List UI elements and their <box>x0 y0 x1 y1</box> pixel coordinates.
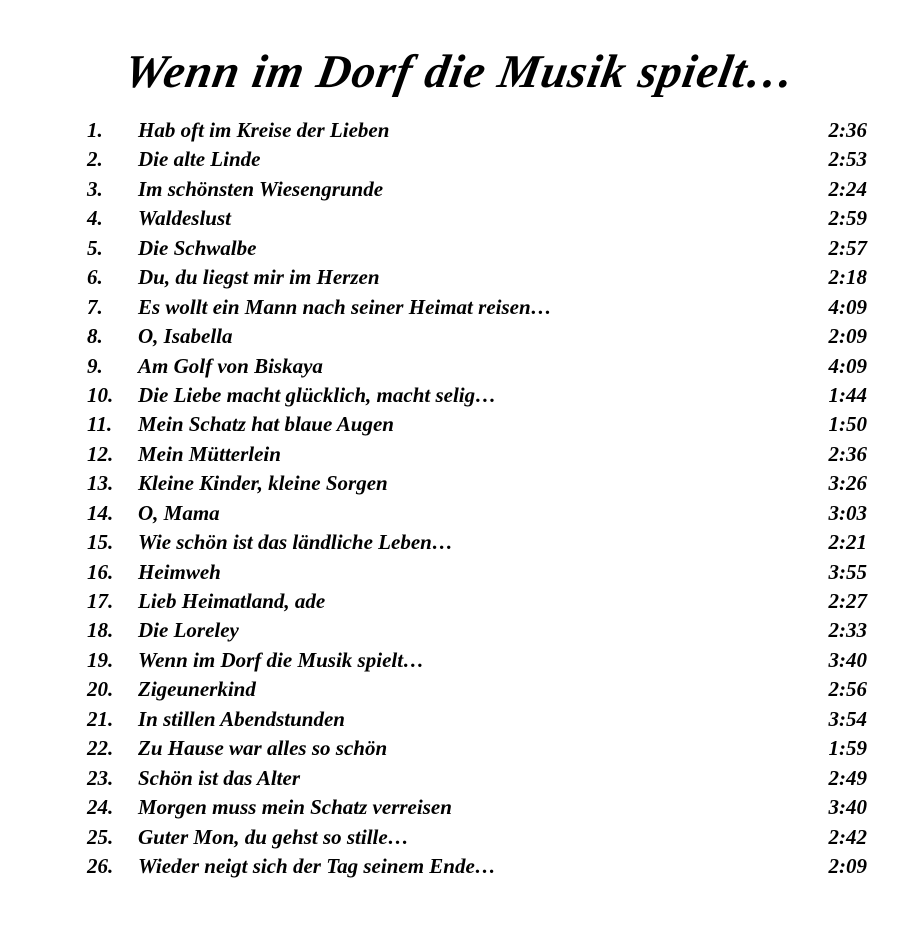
track-row <box>0 204 920 233</box>
track-row <box>0 675 920 704</box>
track-number: 7. <box>87 294 103 319</box>
track-number: 13. <box>87 471 114 496</box>
track-duration: 2:33 <box>828 618 867 643</box>
track-duration: 2:21 <box>828 530 867 555</box>
track-title: Die Liebe macht glücklich, macht selig… <box>138 382 497 407</box>
track-row <box>0 852 920 881</box>
track-row <box>0 734 920 763</box>
track-duration: 3:55 <box>828 559 867 584</box>
track-duration: 2:09 <box>828 324 867 349</box>
track-title: Im schönsten Wiesengrunde <box>138 176 384 201</box>
track-duration: 2:53 <box>828 147 867 172</box>
track-row <box>0 234 920 263</box>
track-number: 17. <box>87 589 114 613</box>
track-duration: 2:59 <box>828 206 867 231</box>
track-row <box>0 293 920 322</box>
track-duration: 3:03 <box>828 500 867 525</box>
track-title: Zigeunerkind <box>138 677 256 702</box>
track-duration: 2:56 <box>828 677 867 702</box>
track-row <box>0 616 920 645</box>
track-number: 6. <box>87 265 103 290</box>
track-list <box>0 116 920 881</box>
track-number: 10. <box>87 382 114 407</box>
track-duration: 2:36 <box>828 118 867 142</box>
track-row <box>0 440 920 469</box>
track-duration: 2:42 <box>828 824 867 849</box>
track-title: Es wollt ein Mann nach seiner Heimat reisen… <box>138 294 552 319</box>
track-title: O, Mama <box>138 500 220 525</box>
track-duration: 4:09 <box>828 353 867 378</box>
track-number: 12. <box>87 441 114 466</box>
track-number: 25. <box>87 824 114 849</box>
track-title: In stillen Abendstunden <box>138 706 345 731</box>
track-number: 22. <box>87 736 114 761</box>
track-number: 1. <box>87 118 103 142</box>
track-duration: 2:36 <box>828 441 867 466</box>
track-duration: 3:40 <box>828 795 867 820</box>
track-duration: 2:09 <box>828 853 867 878</box>
track-number: 8. <box>87 324 103 349</box>
track-title: Schön ist das Alter <box>138 765 301 790</box>
track-number: 18. <box>87 618 114 643</box>
track-number: 20. <box>87 677 114 702</box>
track-number: 16. <box>87 559 114 584</box>
track-number: 5. <box>87 235 103 260</box>
track-row <box>0 587 920 616</box>
track-duration: 1:50 <box>828 412 867 437</box>
track-title: Die alte Linde <box>138 147 261 172</box>
track-duration: 2:24 <box>828 176 867 201</box>
track-duration: 1:59 <box>828 736 867 761</box>
track-row <box>0 352 920 381</box>
track-row <box>0 705 920 734</box>
track-row <box>0 793 920 822</box>
track-row <box>0 145 920 174</box>
track-title: Wenn im Dorf die Musik spielt… <box>138 647 425 672</box>
track-duration: 1:44 <box>828 382 867 407</box>
track-row <box>0 499 920 528</box>
track-duration: 4:09 <box>828 294 867 319</box>
track-title: Mein Mütterlein <box>138 441 281 466</box>
track-number: 19. <box>87 647 114 672</box>
track-title: Die Schwalbe <box>138 235 257 260</box>
track-duration: 3:40 <box>828 647 867 672</box>
track-row <box>0 410 920 439</box>
track-row <box>0 823 920 852</box>
track-number: 15. <box>87 530 114 555</box>
track-number: 14. <box>87 500 114 525</box>
track-duration: 2:27 <box>828 589 867 613</box>
track-number: 26. <box>87 853 114 878</box>
track-title: Mein Schatz hat blaue Augen <box>138 412 394 437</box>
track-duration: 2:18 <box>828 265 867 290</box>
track-row <box>0 175 920 204</box>
track-number: 21. <box>87 706 114 731</box>
track-number: 11. <box>87 412 113 437</box>
track-title: Am Golf von Biskaya <box>138 353 323 378</box>
track-duration: 2:57 <box>828 235 867 260</box>
track-title: Waldeslust <box>138 206 231 231</box>
track-title: Lieb Heimatland, ade <box>138 589 326 613</box>
track-row <box>0 558 920 587</box>
track-row <box>0 116 920 145</box>
track-title: Wie schön ist das ländliche Leben… <box>138 530 453 555</box>
track-title: Zu Hause war alles so schön <box>138 736 388 761</box>
track-row <box>0 764 920 793</box>
track-title: Heimweh <box>138 559 221 584</box>
track-title: Kleine Kinder, kleine Sorgen <box>138 471 388 496</box>
track-number: 23. <box>87 765 114 790</box>
track-number: 2. <box>87 147 103 172</box>
track-row <box>0 322 920 351</box>
track-duration: 3:26 <box>828 471 867 496</box>
track-title: Hab oft im Kreise der Lieben <box>138 118 390 142</box>
track-title: Morgen muss mein Schatz verreisen <box>138 795 452 820</box>
track-row <box>0 646 920 675</box>
page-title: Wenn im Dorf die Musik spielt… <box>120 46 800 98</box>
track-duration: 2:49 <box>828 765 867 790</box>
track-row <box>0 381 920 410</box>
track-title: Wieder neigt sich der Tag seinem Ende… <box>138 853 496 878</box>
track-title: Guter Mon, du gehst so stille… <box>138 824 409 849</box>
track-row <box>0 469 920 498</box>
track-row <box>0 528 920 557</box>
track-row <box>0 263 920 292</box>
track-number: 4. <box>87 206 103 231</box>
track-title: Du, du liegst mir im Herzen <box>138 265 380 290</box>
track-title: Die Loreley <box>138 618 239 643</box>
track-number: 9. <box>87 353 103 378</box>
track-number: 24. <box>87 795 114 820</box>
track-duration: 3:54 <box>828 706 867 731</box>
track-number: 3. <box>87 176 103 201</box>
track-title: O, Isabella <box>138 324 233 349</box>
